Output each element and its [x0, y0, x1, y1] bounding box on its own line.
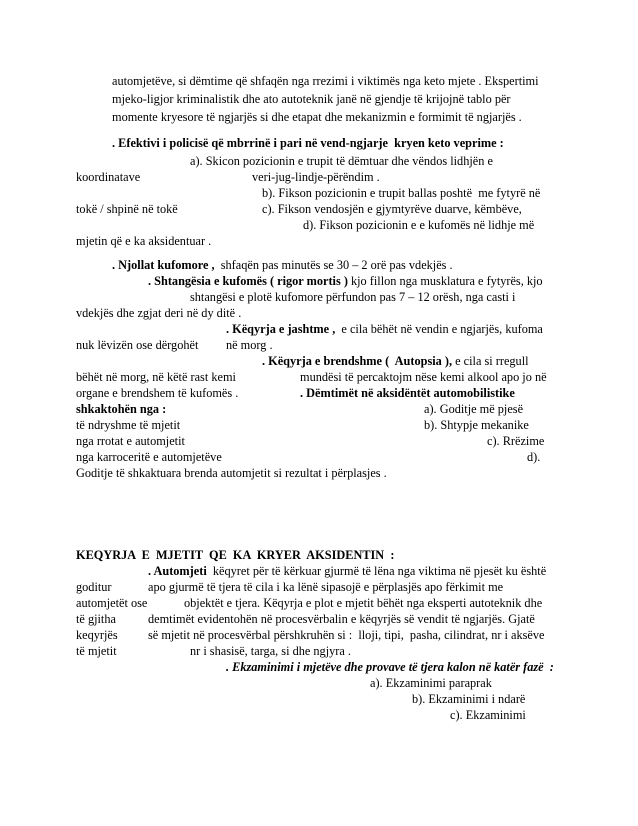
text-line: të mjetit — [76, 644, 117, 658]
text-line: të gjitha — [76, 612, 116, 626]
text-line: c). Rrëzime — [487, 434, 545, 448]
text-line: organe e brendshem të kufomës . — [76, 386, 239, 400]
text-line: nr i shasisë, targa, si dhe ngjyra . — [190, 644, 351, 658]
text-line: . Automjeti këqyret për të kërkuar gjurmë të lëna nga viktima në pjesët ku është — [148, 564, 547, 578]
text-line: automjetëve, si dëmtime që shfaqën nga rrezimi i viktimës nga keto mjete . Ekspertimi — [112, 74, 539, 88]
text-line: në morg . — [226, 338, 273, 352]
text-line: a). Skicon pozicionin e trupit të dëmtuar dhe vëndos lidhjën e — [190, 154, 493, 168]
text-line: nuk lëvizën ose dërgohët — [76, 338, 199, 352]
list-item: a). Ekzaminimi paraprak — [370, 676, 492, 690]
text-line: veri-jug-lindje-përëndim . — [252, 170, 380, 184]
text-line: demtimët evidentohën në procesvërbalin e këqyrjës së vendit të ngjarjës. Gjatë — [148, 612, 535, 626]
text-line: . Shtangësia e kufomës ( rigor mortis ) kjo fillon nga musklatura e fytyrës, kjo — [148, 274, 543, 288]
text-line: koordinatave — [76, 170, 141, 184]
text-line: . Këqyrja e jashtme , e cila bëhët në vendin e ngjarjës, kufoma — [226, 322, 543, 336]
text-line: së mjetit në procesvërbal përshkruhën si : lloji, tipi, pasha, cilindrat, nr i aksëve — [148, 628, 545, 642]
text-line: nga rrotat e automjetit — [76, 434, 185, 448]
text-line: . Dëmtimët në aksidëntët automobilistike — [300, 386, 515, 400]
text-line: mjetin që e ka aksidentuar . — [76, 234, 212, 248]
text-line: d). — [527, 450, 541, 464]
text-line: keqyrjës — [76, 628, 118, 642]
text-line: tokë / shpinë në tokë — [76, 202, 178, 216]
text-line: objektët e tjera. Këqyrja e plot e mjetit bëhët nga eksperti autoteknik dhe — [184, 596, 543, 610]
text-line: d). Fikson pozicionin e e kufomës në lidhje më — [303, 218, 535, 232]
text-line: goditur — [76, 580, 112, 594]
text-line: vdekjës dhe zgjat deri në dy ditë . — [76, 306, 242, 320]
text-line: të ndryshme të mjetit — [76, 418, 181, 432]
text-line: b). Shtypje mekanike — [424, 418, 529, 432]
section-heading: . Efektivi i policisë që mbrrinë i pari në vend-ngjarje kryen keto veprime : — [112, 136, 504, 150]
text-line: c). Fikson vendosjën e gjymtyrëve duarve, këmbëve, — [262, 202, 522, 216]
text-line: mundësi të percaktojm nëse kemi alkool apo jo në — [300, 370, 547, 384]
text-line: automjetët ose — [76, 596, 148, 610]
section-heading: KEQYRJA E MJETIT QE KA KRYER AKSIDENTIN : — [76, 548, 395, 562]
section-heading: . Ekzaminimi i mjetëve dhe provave të tjera kalon në katër fazë : — [226, 660, 554, 674]
text-line: momente kryesore të ngjarjës si dhe etapat dhe mekanizmin e formimit të ngjarjës . — [112, 110, 522, 124]
text-line: . Njollat kufomore , shfaqën pas minutës se 30 – 2 orë pas vdekjës . — [112, 258, 453, 272]
text-line: a). Goditje më pjesë — [424, 402, 524, 416]
text-line: b). Fikson pozicionin e trupit ballas poshtë me fytyrë në — [262, 186, 541, 200]
list-item: b). Ekzaminimi i ndarë — [412, 692, 526, 706]
text-line: Goditje të shkaktuara brenda automjetit si rezultat i përplasjes . — [76, 466, 387, 480]
text-line: shtangësi e plotë kufomore përfundon pas 7 – 12 orësh, nga casti i — [190, 290, 516, 304]
text-line: mjeko-ligjor kriminalistik dhe ato autoteknik janë në gjendje të krijojnë tablo për — [112, 92, 511, 106]
text-line: nga karroceritë e automjetëve — [76, 450, 222, 464]
list-item: c). Ekzaminimi — [450, 708, 526, 722]
text-line: bëhët në morg, në këtë rast kemi — [76, 370, 236, 384]
text-line: apo gjurmë të tjera të cila i ka lënë sipasojë e përplasjës apo fërkimit me — [148, 580, 504, 594]
text-line: . Këqyrja e brendshme ( Autopsia ), e cila si rregull — [262, 354, 529, 368]
text-line: shkaktohën nga : — [76, 402, 167, 416]
